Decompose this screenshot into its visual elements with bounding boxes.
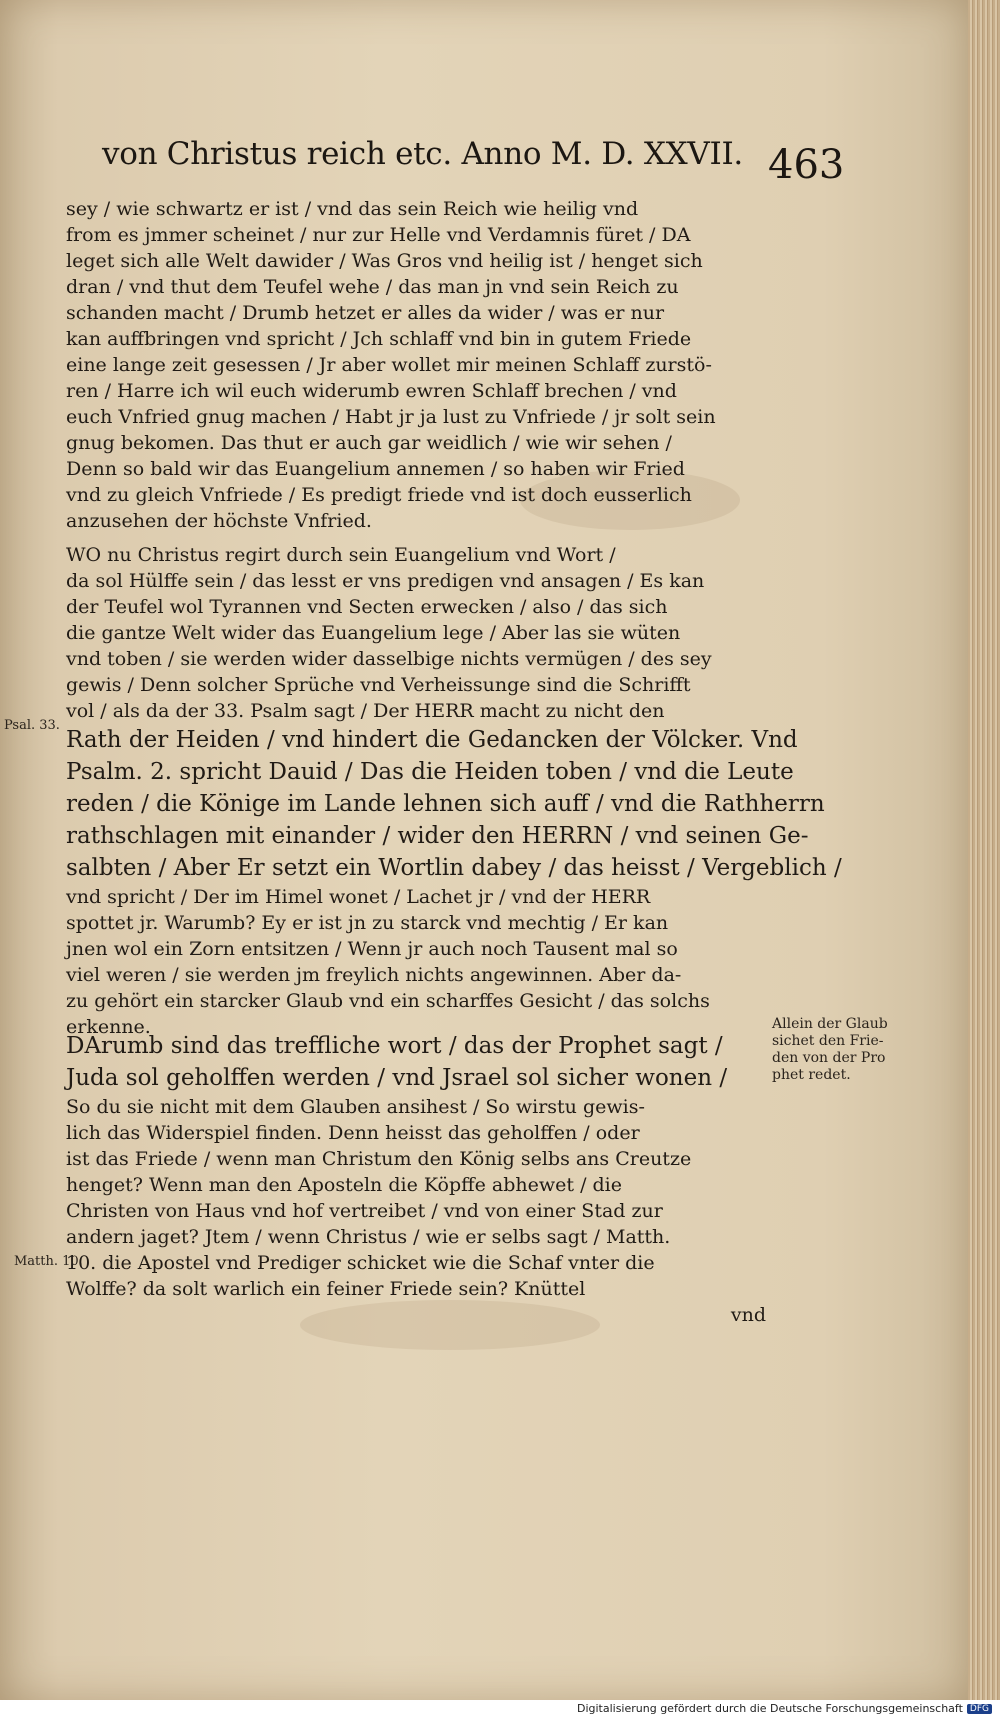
text-line: WO nu Christus regirt durch sein Euangelium vnd Wort / bbox=[66, 544, 616, 566]
dfg-logo: DFG bbox=[967, 1704, 992, 1714]
text-line: reden / die Könige im Lande lehnen sich auff / vnd die Rathherrn bbox=[66, 791, 825, 817]
text-line: Juda sol geholffen werden / vnd Jsrael sol sicher wonen / bbox=[66, 1065, 728, 1091]
text-line: lich das Widerspiel finden. Denn heisst das geholffen / oder bbox=[66, 1122, 640, 1144]
text-line: from es jmmer scheinet / nur zur Helle vnd Verdamnis füret / DA bbox=[66, 224, 691, 246]
text-line: Wolffe? da solt warlich ein feiner Friede sein? Knüttel bbox=[66, 1278, 586, 1300]
catchword: vnd bbox=[730, 1304, 766, 1326]
marginal-note bbox=[772, 1016, 888, 1084]
text-line: vnd spricht / Der im Himel wonet / Lachet jr / vnd der HERR bbox=[66, 886, 651, 908]
text-line: dran / vnd thut dem Teufel wehe / das man jn vnd sein Reich zu bbox=[66, 276, 679, 298]
marginal-note-line: Allein der Glaub bbox=[772, 1016, 888, 1032]
text-line: gnug bekomen. Das thut er auch gar weidlich / wie wir sehen / bbox=[66, 432, 672, 454]
text-line: eine lange zeit gesessen / Jr aber wollet mir meinen Schlaff zurstö- bbox=[66, 354, 712, 376]
text-line: 10. die Apostel vnd Prediger schicket wie die Schaf vnter die bbox=[66, 1252, 655, 1274]
text-line: jnen wol ein Zorn entsitzen / Wenn jr auch noch Tausent mal so bbox=[66, 938, 678, 960]
text-line: viel weren / sie werden jm freylich nichts angewinnen. Aber da- bbox=[66, 964, 682, 986]
marginal-note-line: phet redet. bbox=[772, 1067, 851, 1083]
text-line: Psalm. 2. spricht Dauid / Das die Heiden toben / vnd die Leute bbox=[66, 759, 794, 785]
text-line: So du sie nicht mit dem Glauben ansihest / So wirstu gewis- bbox=[66, 1096, 645, 1118]
text-line: vnd toben / sie werden wider dasselbige nichts vermügen / des sey bbox=[66, 648, 712, 670]
text-line: Denn so bald wir das Euangelium annemen / so haben wir Fried bbox=[66, 458, 685, 480]
text-line: henget? Wenn man den Aposteln die Köpffe abhewet / die bbox=[66, 1174, 623, 1196]
text-line: kan auffbringen vnd spricht / Jch schlaff vnd bin in gutem Friede bbox=[66, 328, 692, 350]
page-number: 463 bbox=[768, 142, 845, 188]
marginal-note-line: den von der Pro bbox=[772, 1050, 886, 1066]
text-line: andern jaget? Jtem / wenn Christus / wie er selbs sagt / Matth. bbox=[66, 1226, 671, 1248]
text-line: leget sich alle Welt dawider / Was Gros vnd heilig ist / henget sich bbox=[66, 250, 703, 272]
text-line: vnd zu gleich Vnfriede / Es predigt friede vnd ist doch eusserlich bbox=[66, 484, 692, 506]
marginal-matthew-reference: Matth. 10. bbox=[14, 1254, 83, 1269]
credit-text: Digitalisierung gefördert durch die Deutsche Forschungsgemeinschaft bbox=[576, 1702, 963, 1715]
text-line: der Teufel wol Tyrannen vnd Secten erwecken / also / das sich bbox=[66, 596, 668, 618]
text-line: Rath der Heiden / vnd hindert die Gedancken der Völcker. Vnd bbox=[66, 727, 798, 753]
text-line: ist das Friede / wenn man Christum den König selbs ans Creutze bbox=[66, 1148, 692, 1170]
marginal-note-line: sichet den Frie- bbox=[772, 1033, 884, 1049]
paragraph-1 bbox=[66, 196, 766, 534]
text-line: Christen von Haus vnd hof vertreibet / vnd von einer Stad zur bbox=[66, 1200, 663, 1222]
text-line: euch Vnfried gnug machen / Habt jr ja lust zu Vnfriede / jr solt sein bbox=[66, 406, 716, 428]
marginal-psalm-reference: Psal. 33. bbox=[4, 718, 60, 733]
text-line: DArumb sind das treffliche wort / das der Prophet sagt / bbox=[66, 1033, 723, 1059]
page-edges bbox=[968, 0, 1000, 1700]
text-line: gewis / Denn solcher Sprüche vnd Verheissunge sind die Schrifft bbox=[66, 674, 691, 696]
text-line: salbten / Aber Er setzt ein Wortlin dabey / das heisst / Vergeblich / bbox=[66, 855, 842, 881]
digitization-credit bbox=[577, 1702, 992, 1715]
text-line: zu gehört ein starcker Glaub vnd ein scharffes Gesicht / das solchs bbox=[66, 990, 710, 1012]
text-line: da sol Hülffe sein / das lesst er vns predigen vnd ansagen / Es kan bbox=[66, 570, 705, 592]
text-line: schanden macht / Drumb hetzet er alles da wider / was er nur bbox=[66, 302, 665, 324]
text-line: erkenne. bbox=[66, 1016, 151, 1038]
paragraph-3 bbox=[66, 1030, 766, 1328]
text-line: ren / Harre ich wil euch widerumb ewren Schlaff brechen / vnd bbox=[66, 380, 677, 402]
running-title: von Christus reich etc. Anno M. D. XXVII. bbox=[102, 136, 743, 172]
footer-band bbox=[0, 1700, 1000, 1722]
text-line: vol / als da der 33. Psalm sagt / Der HERR macht zu nicht den bbox=[66, 700, 665, 722]
text-line: anzusehen der höchste Vnfried. bbox=[66, 510, 372, 532]
text-line: sey / wie schwartz er ist / vnd das sein Reich wie heilig vnd bbox=[66, 198, 639, 220]
text-line: die gantze Welt wider das Euangelium lege / Aber las sie wüten bbox=[66, 622, 681, 644]
text-line: spottet jr. Warumb? Ey er ist jn zu starck vnd mechtig / Er kan bbox=[66, 912, 669, 934]
text-line: rathschlagen mit einander / wider den HERRN / vnd seinen Ge- bbox=[66, 823, 809, 849]
